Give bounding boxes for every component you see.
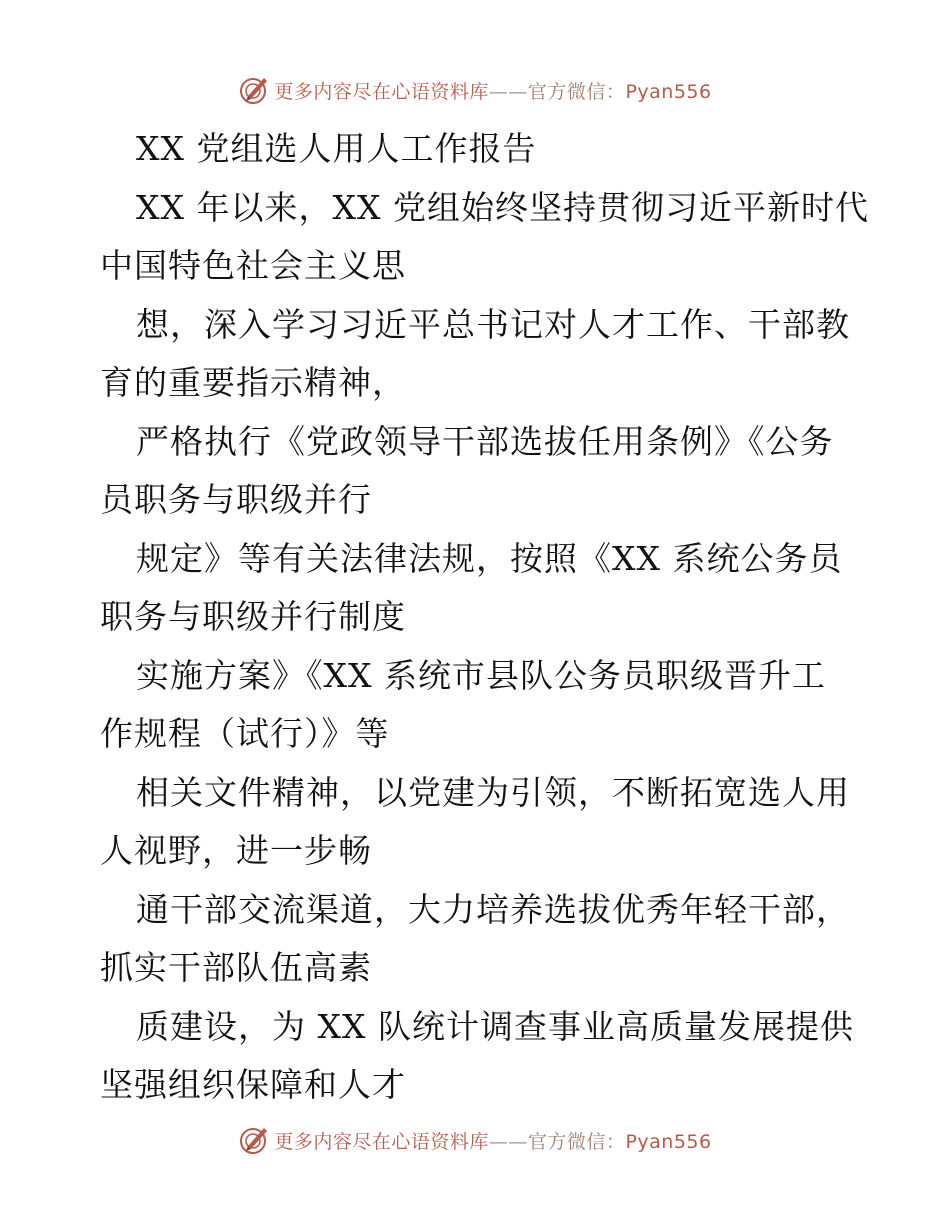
watermark-separator: —— bbox=[488, 80, 528, 103]
text-line: 抓实干部队伍高素 bbox=[100, 948, 372, 987]
text-line: 育的重要指示精神， bbox=[100, 363, 406, 402]
watermark-group bbox=[238, 1124, 711, 1156]
watermark-slogan: 更多内容尽在心语资料库 bbox=[274, 80, 489, 103]
text-line: 员职务与职级并行 bbox=[100, 480, 372, 519]
text-line: 想，深入学习习近平总书记对人才工作、干部教 bbox=[136, 304, 850, 344]
watermark-separator: —— bbox=[488, 1130, 528, 1153]
watermark-text bbox=[274, 77, 711, 104]
text-line: 实施方案》《XX 系统市县队公务员职级晋升工 bbox=[136, 655, 826, 695]
text-line: XX 年以来，XX 党组始终坚持贯彻习近平新时代 bbox=[136, 187, 869, 227]
document-body bbox=[100, 120, 869, 1115]
text-line: 作规程（试行）》等 bbox=[100, 714, 390, 753]
watermark-text bbox=[274, 1127, 711, 1154]
text-line: 人视野，进一步畅 bbox=[100, 831, 372, 870]
watermark-group bbox=[238, 74, 711, 106]
header-watermark bbox=[0, 70, 950, 110]
watermark-wechat-id: Pyan556 bbox=[625, 80, 712, 103]
text-line: 严格执行《党政领导干部选拔任用条例》《公务 bbox=[136, 421, 834, 461]
watermark-wechat-id: Pyan556 bbox=[625, 1130, 712, 1153]
text-line: 职务与职级并行制度 bbox=[100, 597, 406, 636]
text-line: 中国特色社会主义思 bbox=[100, 246, 406, 285]
text-line: 质建设，为 XX 队统计调查事业高质量发展提供 bbox=[136, 1006, 854, 1046]
footer-watermark bbox=[0, 1120, 950, 1160]
watermark-wechat-label: 官方微信： bbox=[527, 80, 626, 103]
watermark-wechat-label: 官方微信： bbox=[527, 1130, 626, 1153]
text-line: 通干部交流渠道，大力培养选拔优秀年轻干部， bbox=[136, 889, 850, 929]
pen-logo-icon bbox=[238, 1124, 270, 1156]
text-line: 相关文件精神，以党建为引领，不断拓宽选人用 bbox=[136, 772, 850, 812]
text-line: 规定》等有关法律法规，按照《XX 系统公务员 bbox=[136, 538, 843, 578]
watermark-slogan: 更多内容尽在心语资料库 bbox=[274, 1130, 489, 1153]
document-title: XX 党组选人用人工作报告 bbox=[136, 129, 537, 168]
pen-logo-icon bbox=[238, 74, 270, 106]
text-line: 坚强组织保障和人才 bbox=[100, 1065, 406, 1104]
